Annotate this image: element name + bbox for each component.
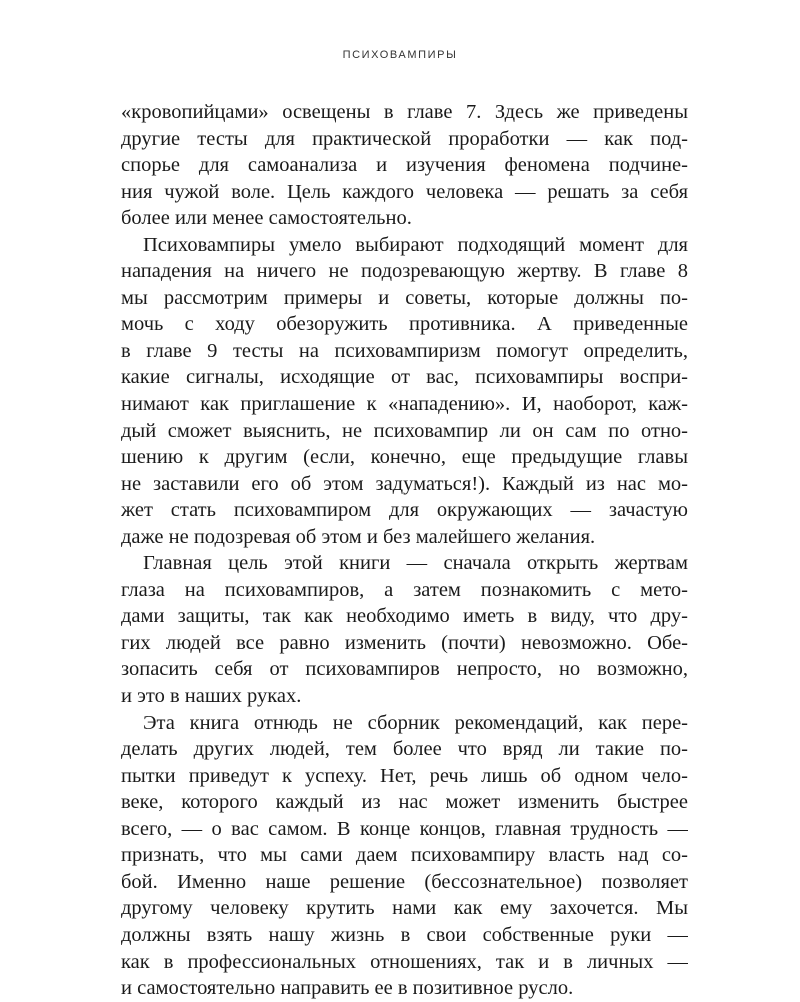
text-line: признать, что мы сами даем психовампиру власть над со- (121, 844, 688, 867)
text-line: более или менее самостоятельно. (121, 207, 412, 230)
text-line: мочь с ходу обезоружить противника. А приведенные (121, 313, 688, 336)
text-line: бой. Именно наше решение (бессознательное) позволяет (121, 870, 688, 893)
text-line: в главе 9 тесты на психовампиризм помогут определить, (121, 339, 688, 362)
text-line: даже не подозревая об этом и без малейшего желания. (121, 525, 596, 548)
text-line: дами защиты, так как необходимо иметь в виду, что дру- (121, 605, 688, 628)
text-line: не заставили его об этом задуматься!). Каждый из нас мо- (121, 472, 688, 495)
text-line: нападения на ничего не подозревающую жертву. В главе 8 (121, 260, 688, 283)
text-line: шению к другим (если, конечно, еще предыдущие главы (121, 446, 688, 469)
text-line: нимают как приглашение к «нападению». И, наоборот, каж- (121, 393, 688, 416)
text-line: мы рассмотрим примеры и советы, которые должны по- (121, 286, 688, 309)
text-line: Главная цель этой книги — сначала открыть жертвам (143, 552, 688, 575)
text-line: ния чужой воле. Цель каждого человека — решать за себя (121, 180, 688, 203)
text-line: зопасить себя от психовампиров непросто, но возможно, (121, 658, 688, 681)
text-line: какие сигналы, исходящие от вас, психовампиры воспри- (121, 366, 688, 389)
text-line: всего, — о вас самом. В конце концов, главная трудность — (121, 817, 688, 840)
text-line: Эта книга отнюдь не сборник рекомендаций, как пере- (143, 711, 688, 734)
text-line: делать других людей, тем более что вряд ли такие по- (121, 738, 688, 761)
text-line: дый сможет выяснить, не психовампир ли он сам по отно- (121, 419, 688, 442)
text-line: и самостоятельно направить ее в позитивное русло. (121, 977, 574, 1000)
text-line: как в профессиональных отношениях, так и в личных — (121, 950, 688, 973)
text-line: «кровопийцами» освещены в главе 7. Здесь же приведены (121, 101, 688, 123)
text-line: глаза на психовампиров, а затем познакомить с мето- (121, 578, 688, 601)
text-line: должны взять нашу жизнь в свои собственные руки — (121, 923, 688, 946)
text-line: пытки приведут к успеху. Нет, речь лишь об одном чело- (121, 764, 688, 787)
text-line: жет стать психовампиром для окружающих — зачастую (121, 499, 688, 522)
running-head: ПСИХОВАМПИРЫ (342, 49, 458, 61)
body-text (121, 99, 688, 1002)
text-line: спорье для самоанализа и изучения феномена подчине- (121, 154, 688, 177)
text-line: другому человеку крутить нами как ему захочется. Мы (121, 897, 688, 920)
text-line: и это в наших руках. (121, 685, 302, 708)
text-line: гих людей все равно изменить (почти) невозможно. Обе- (121, 631, 688, 654)
text-line: Психовампиры умело выбирают подходящий момент для (143, 233, 688, 256)
text-line: веке, которого каждый из нас может изменить быстрее (121, 791, 688, 814)
text-line: другие тесты для практической проработки — как под- (121, 127, 688, 150)
